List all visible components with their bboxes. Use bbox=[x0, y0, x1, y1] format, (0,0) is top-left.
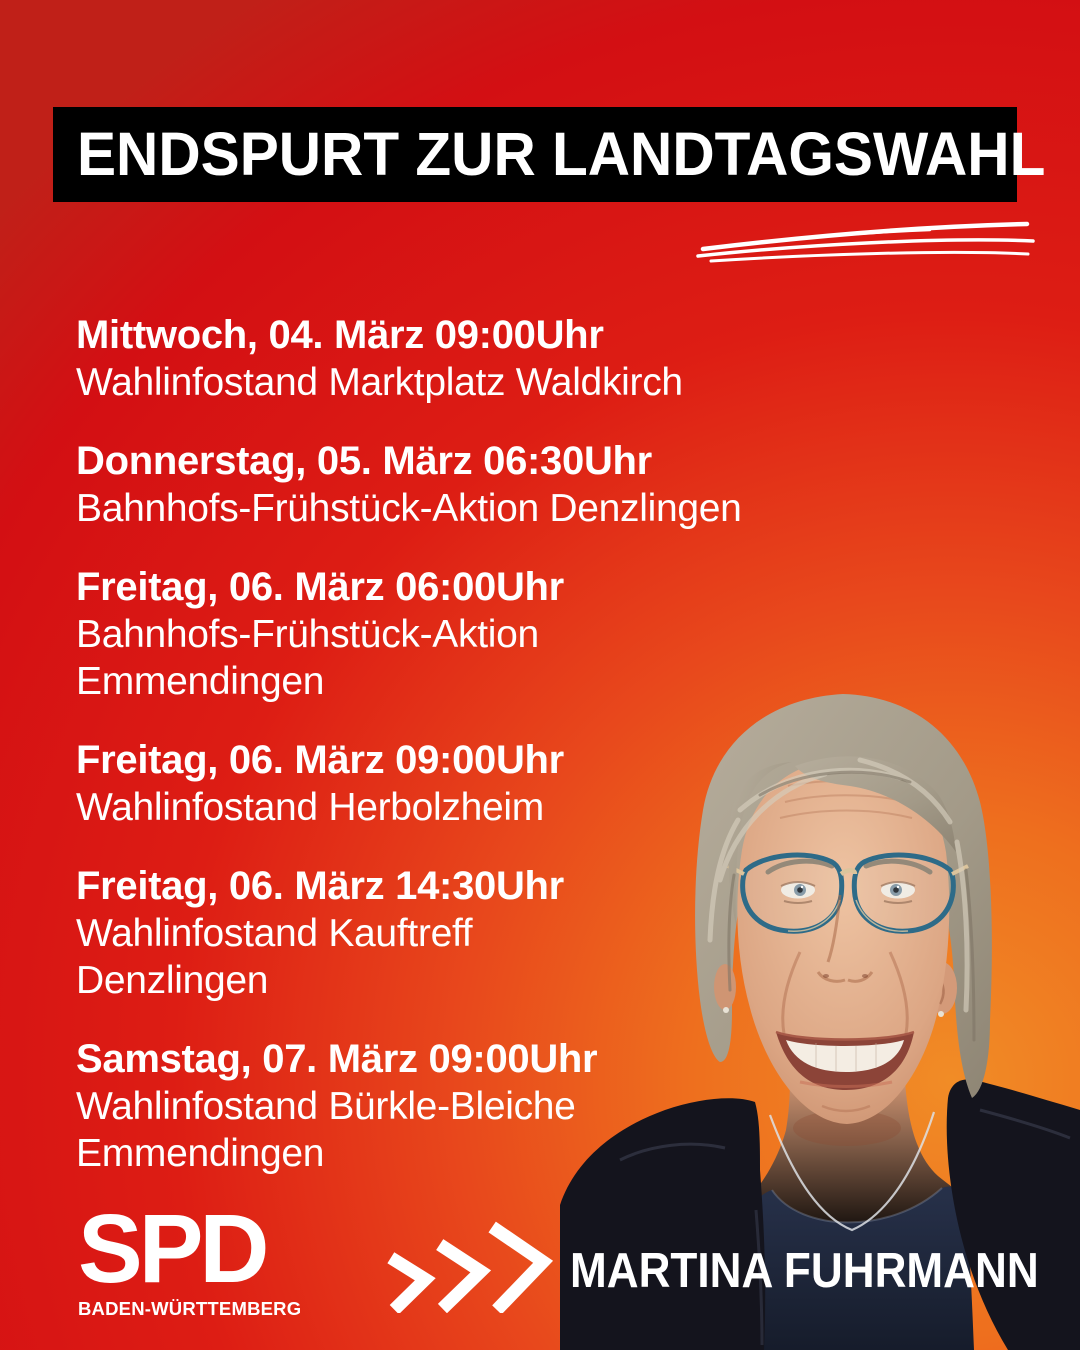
spd-logo-subtext: BADEN-WÜRTTEMBERG bbox=[78, 1298, 302, 1319]
headline-banner bbox=[53, 107, 1046, 202]
spd-logo-text: SPD bbox=[78, 1194, 266, 1303]
event-item bbox=[76, 1036, 796, 1177]
event-datetime: Mittwoch, 04. März 09:00Uhr bbox=[76, 313, 604, 357]
headline-title: ENDSPURT ZUR LANDTAGSWAHL bbox=[77, 120, 1046, 188]
event-datetime: Freitag, 06. März 14:30Uhr bbox=[76, 864, 564, 908]
event-location: Bahnhofs-Frühstück-Aktion Denzlingen bbox=[76, 487, 742, 530]
triple-chevron-right-icon bbox=[378, 1218, 553, 1313]
event-location: Wahlinfostand Kauftreff Denzlingen bbox=[76, 912, 473, 1002]
event-datetime: Freitag, 06. März 09:00Uhr bbox=[76, 738, 564, 782]
event-item bbox=[76, 312, 796, 406]
event-location: Bahnhofs-Frühstück-Aktion Emmendingen bbox=[76, 613, 539, 703]
event-location: Wahlinfostand Bürkle-Bleiche Emmendingen bbox=[76, 1085, 576, 1175]
spd-logo bbox=[78, 1194, 302, 1320]
event-item bbox=[76, 737, 796, 831]
event-location: Wahlinfostand Herbolzheim bbox=[76, 786, 544, 829]
events-list bbox=[76, 312, 796, 1209]
event-location: Wahlinfostand Marktplatz Waldkirch bbox=[76, 361, 683, 404]
event-item bbox=[76, 564, 796, 705]
event-item bbox=[76, 863, 796, 1004]
candidate-name: MARTINA FUHRMANN bbox=[570, 1244, 1039, 1298]
event-item bbox=[76, 438, 796, 532]
scribble-underline-icon bbox=[695, 212, 1040, 264]
event-datetime: Samstag, 07. März 09:00Uhr bbox=[76, 1037, 598, 1081]
event-datetime: Freitag, 06. März 06:00Uhr bbox=[76, 565, 564, 609]
event-datetime: Donnerstag, 05. März 06:30Uhr bbox=[76, 439, 652, 483]
